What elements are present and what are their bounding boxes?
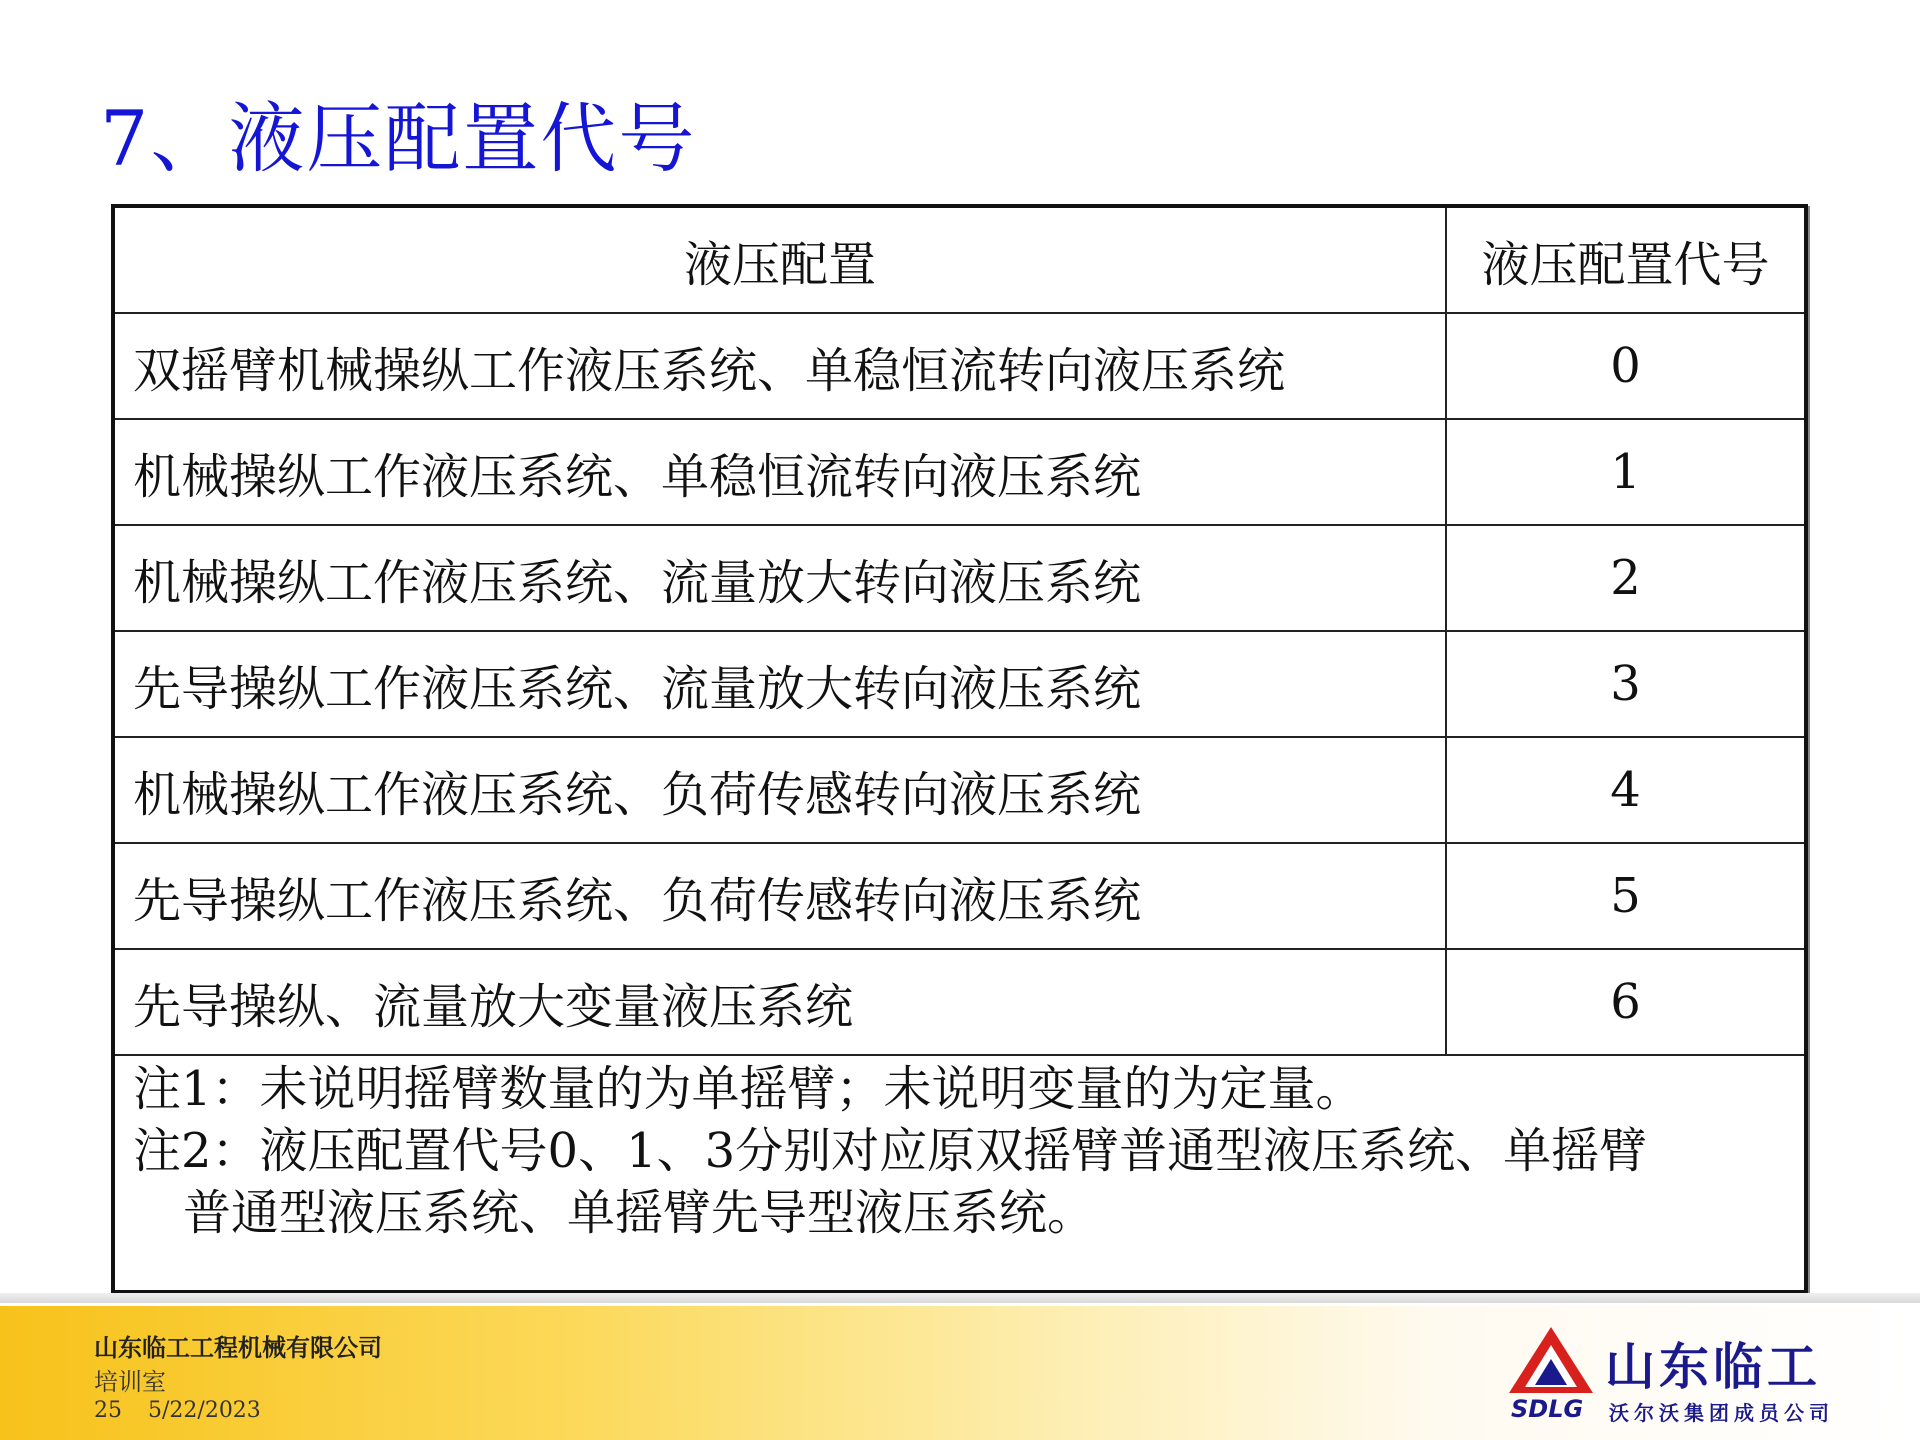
header-config: 液压配置 — [115, 208, 1446, 313]
row-desc: 机械操纵工作液压系统、单稳恒流转向液压系统 — [115, 419, 1446, 525]
logo-subtitle: 沃尔沃集团成员公司 — [1609, 1401, 1834, 1425]
hydraulic-config-table-frame — [111, 204, 1808, 1294]
sdlg-triangle-icon — [1505, 1325, 1597, 1395]
page-title: 7、液压配置代号 — [100, 94, 697, 183]
row-desc: 先导操纵工作液压系统、流量放大转向液压系统 — [115, 631, 1446, 737]
row-code: 0 — [1446, 313, 1804, 419]
row-desc: 机械操纵工作液压系统、流量放大转向液压系统 — [115, 525, 1446, 631]
row-code: 4 — [1446, 737, 1804, 843]
footer-department: 培训室 — [94, 1368, 166, 1396]
table-row — [115, 419, 1804, 525]
footer-divider — [0, 1293, 1920, 1303]
row-desc: 机械操纵工作液压系统、负荷传感转向液压系统 — [115, 737, 1446, 843]
footer-date: 5/22/2023 — [148, 1398, 261, 1423]
note-2-continued: 普通型液压系统、单摇臂先导型液压系统。 — [183, 1185, 1096, 1241]
row-code: 6 — [1446, 949, 1804, 1055]
row-desc: 先导操纵工作液压系统、负荷传感转向液压系统 — [115, 843, 1446, 949]
table-row — [115, 631, 1804, 737]
row-desc: 先导操纵、流量放大变量液压系统 — [115, 949, 1446, 1055]
row-desc: 双摇臂机械操纵工作液压系统、单稳恒流转向液压系统 — [115, 313, 1446, 419]
note-2: 注2：液压配置代号0、1、3分别对应原双摇臂普通型液压系统、单摇臂 — [133, 1123, 1648, 1179]
row-code: 3 — [1446, 631, 1804, 737]
page-number: 25 — [94, 1398, 122, 1423]
sdlg-logo — [1505, 1325, 1845, 1425]
note-1: 注1：未说明摇臂数量的为单摇臂；未说明变量的为定量。 — [133, 1061, 1364, 1117]
row-code: 1 — [1446, 419, 1804, 525]
table-notes — [133, 1058, 1783, 1244]
header-config-code: 液压配置代号 — [1446, 208, 1804, 313]
footer-company-name: 山东临工工程机械有限公司 — [94, 1334, 382, 1362]
table-row — [115, 525, 1804, 631]
table-row — [115, 843, 1804, 949]
hydraulic-config-table — [115, 208, 1804, 1056]
table-row — [115, 313, 1804, 419]
table-row — [115, 737, 1804, 843]
logo-brand: SDLG — [1511, 1395, 1584, 1423]
table-header-row — [115, 208, 1804, 313]
row-code: 2 — [1446, 525, 1804, 631]
logo-name: 山东临工 — [1605, 1338, 1821, 1396]
table-row — [115, 949, 1804, 1055]
footer-page-info — [94, 1398, 287, 1423]
row-code: 5 — [1446, 843, 1804, 949]
